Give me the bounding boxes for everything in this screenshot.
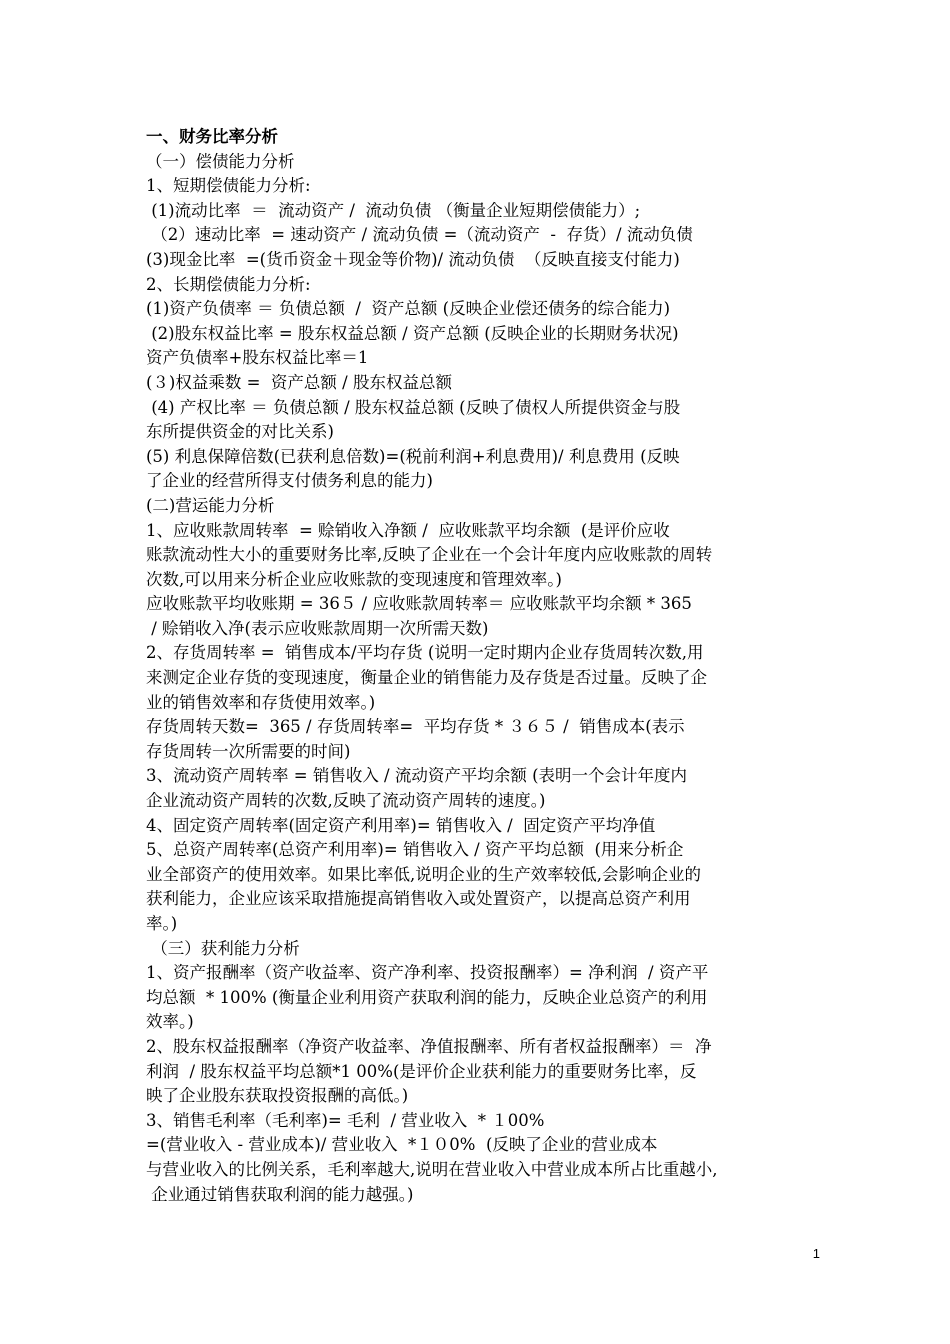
text-line: 来测定企业存货的变现速度，衡量企业的销售能力及存货是否过量。反映了企 (146, 668, 707, 688)
text-line: 3、销售毛利率（毛利率)= 毛利 / 营业收入 * １00% (146, 1110, 545, 1130)
page-number: 1 (812, 1246, 820, 1261)
text-line: （三）获利能力分析 (146, 938, 300, 958)
text-line: 存货周转天数= 365 / 存货周转率= 平均存货 * ３６５ / 销售成本(表示 (146, 717, 685, 737)
text-line: (1)资产负债率 ＝ 负债总额 / 资产总额 (反映企业偿还债务的综合能力) (146, 299, 671, 319)
text-line: (二)营运能力分析 (146, 495, 275, 515)
text-line: 与营业收入的比例关系，毛利率越大,说明在营业收入中营业成本所占比重越小, (146, 1159, 718, 1179)
text-line: / 赊销收入净(表示应收账款周期一次所需天数) (146, 618, 489, 638)
text-line: (3)现金比率 =(货币资金＋现金等价物)/ 流动负债 （反映直接支付能力) (146, 249, 680, 269)
text-line: 4、固定资产周转率(固定资产利用率)= 销售收入 / 固定资产平均净值 (146, 815, 656, 835)
text-line: 账款流动性大小的重要财务比率,反映了企业在一个会计年度内应收账款的周转 (146, 545, 713, 565)
text-line: =(营业收入 - 营业成本)/ 营业收入 *１０0% (反映了企业的营业成本 (146, 1135, 658, 1155)
text-line: 效率。) (146, 1012, 194, 1032)
text-line: 东所提供资金的对比关系) (146, 422, 334, 442)
text-line: 资产负债率+股东权益比率＝1 (146, 348, 369, 368)
text-line: (３)权益乘数 = 资产总额 / 股东权益总额 (146, 372, 452, 392)
text-line: 企业流动资产周转的次数,反映了流动资产周转的速度。) (146, 791, 546, 811)
text-line: 了企业的经营所得支付债务利息的能力) (146, 471, 433, 491)
text-line: (4) 产权比率 ＝ 负债总额 / 股东权益总额 (反映了债权人所提供资金与股 (146, 397, 681, 417)
text-line: 1、短期偿债能力分析: (146, 176, 311, 196)
text-line: 1、应收账款周转率 = 赊销收入净额 / 应收账款平均余额 (是评价应收 (146, 520, 670, 540)
text-line: 获利能力，企业应该采取措施提高销售收入或处置资产，以提高总资产利用 (146, 889, 691, 909)
text-line: 2、长期偿债能力分析: (146, 274, 311, 294)
text-line: 3、流动资产周转率 = 销售收入 / 流动资产平均余额 (表明一个会计年度内 (146, 766, 688, 786)
text-line: 1、资产报酬率（资产收益率、资产净利率、投资报酬率）= 净利润 / 资产平 (146, 963, 709, 983)
document-body (146, 125, 816, 1207)
text-line: 业的销售效率和存货使用效率。) (146, 692, 376, 712)
text-line: 次数,可以用来分析企业应收账款的变现速度和管理效率。) (146, 569, 562, 589)
text-line: 利润 / 股东权益平均总额*1 00%(是评价企业获利能力的重要财务比率，反 (146, 1061, 697, 1081)
text-lines (146, 150, 816, 1208)
text-line: 均总额 * 100% (衡量企业利用资产获取利润的能力，反映企业总资产的利用 (146, 987, 708, 1007)
section-title: 一、财务比率分析 (146, 127, 278, 146)
text-line: (5) 利息保障倍数(已获利息倍数)=(税前利润+利息费用)/ 利息费用 (反映 (146, 446, 680, 466)
text-line: 2、股东权益报酬率（净资产收益率、净值报酬率、所有者权益报酬率）＝ 净 (146, 1036, 712, 1056)
text-line: (2)股东权益比率 = 股东权益总额 / 资产总额 (反映企业的长期财务状况) (146, 323, 679, 343)
text-line: 企业通过销售获取利润的能力越强。) (146, 1184, 414, 1204)
text-line: 5、总资产周转率(总资产利用率)= 销售收入 / 资产平均总额 (用来分析企 (146, 840, 684, 860)
text-line: (1)流动比率 ＝ 流动资产 / 流动负债 （衡量企业短期偿债能力）; (146, 200, 641, 220)
text-line: 业全部资产的使用效率。如果比率低,说明企业的生产效率较低,会影响企业的 (146, 864, 701, 884)
text-line: （一）偿债能力分析 (146, 151, 295, 171)
text-line: 应收账款平均收账期 = 36５ / 应收账款周转率＝ 应收账款平均余额 * 365 (146, 594, 692, 614)
text-line: 2、存货周转率 = 销售成本/平均存货 (说明一定时期内企业存货周转次数,用 (146, 643, 704, 663)
text-line: 存货周转一次所需要的时间) (146, 741, 351, 761)
text-line: 映了企业股东获取投资报酬的高低。) (146, 1086, 409, 1106)
text-line: （2）速动比率 = 速动资产 / 流动负债 =（流动资产 - 存货）/ 流动负债 (146, 225, 693, 245)
text-line: 率。) (146, 914, 178, 933)
